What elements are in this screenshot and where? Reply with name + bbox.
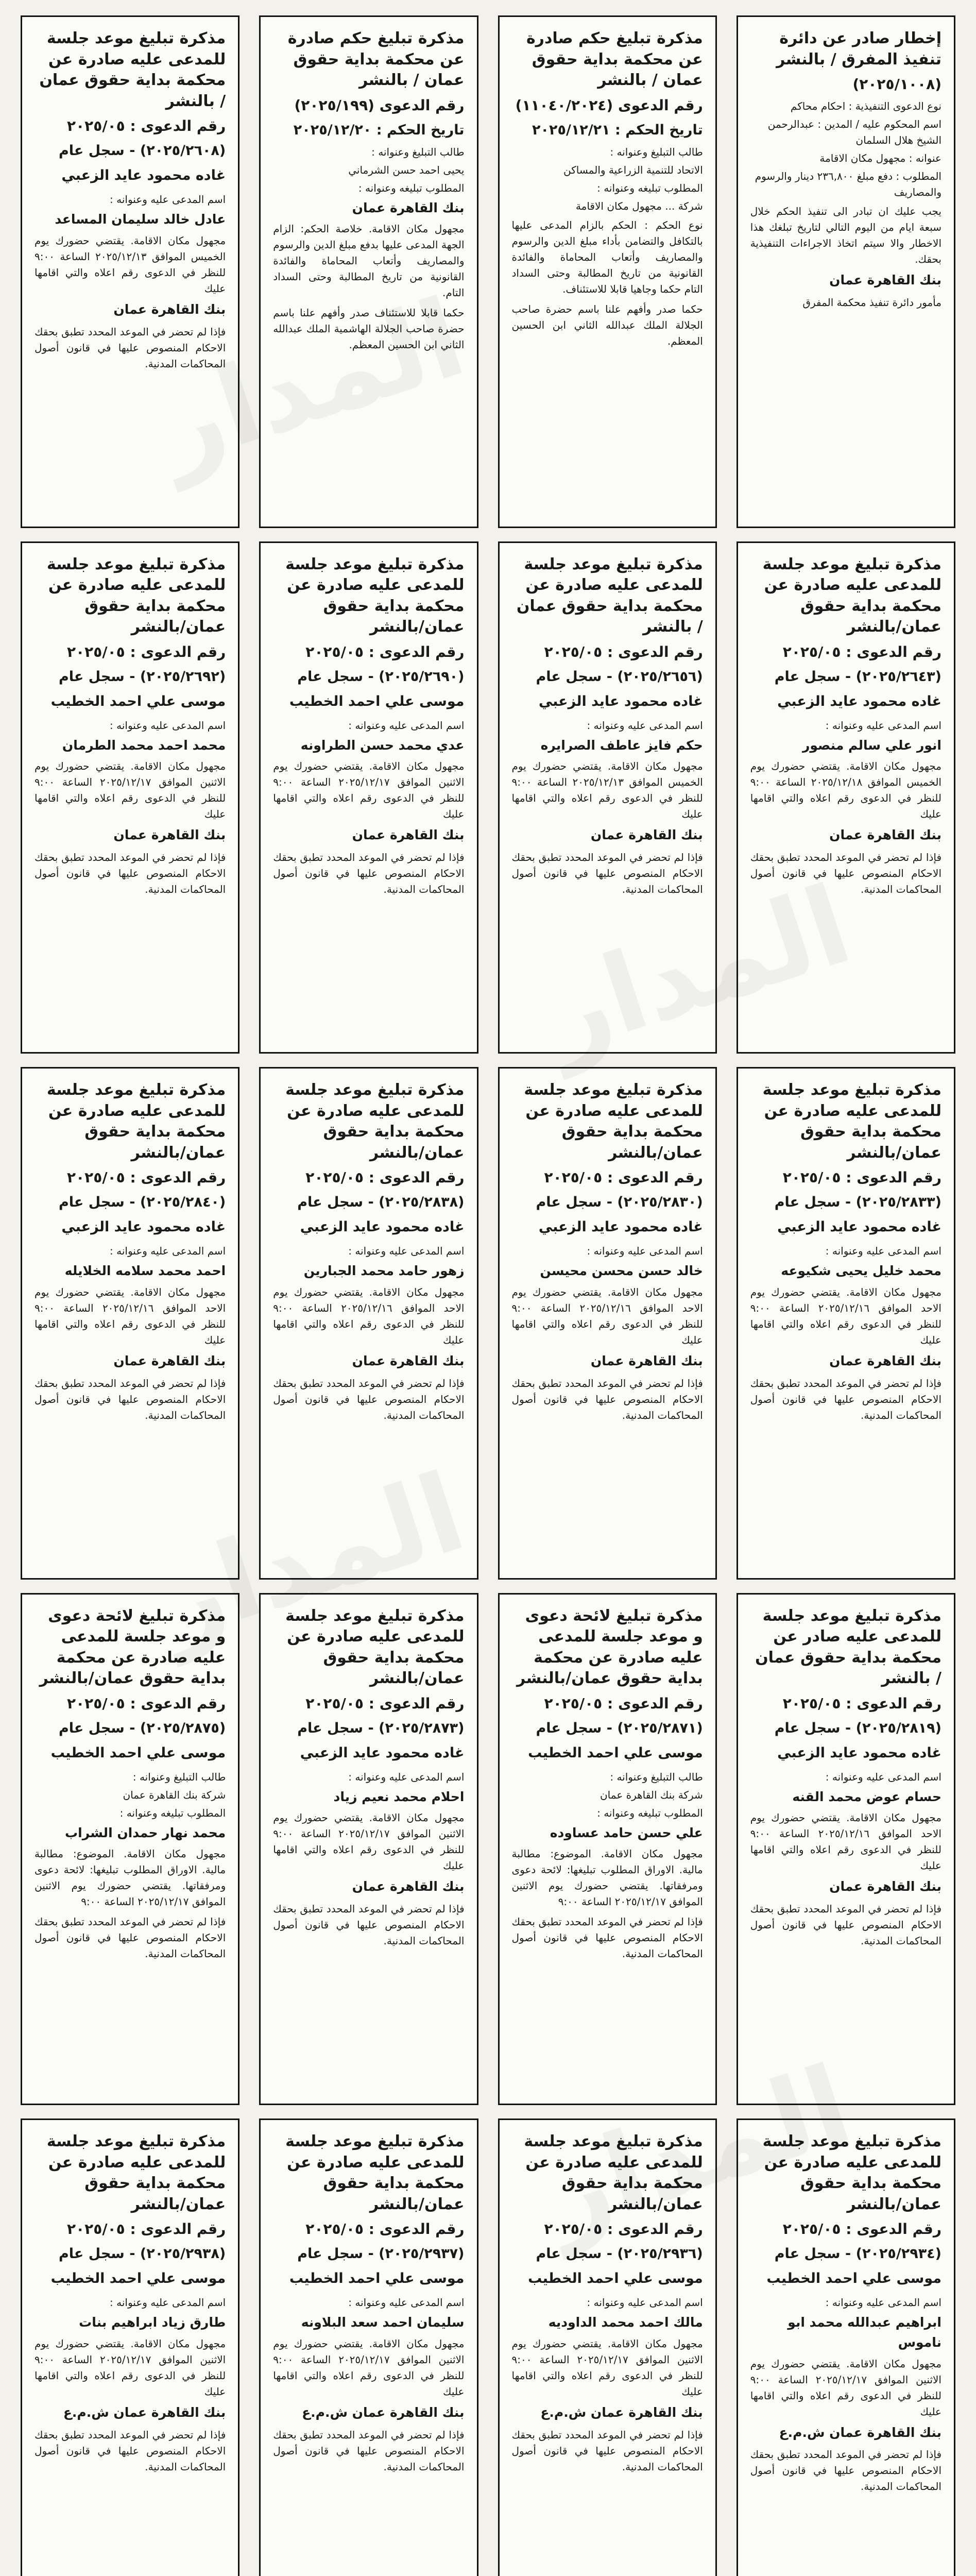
case-number: (٢٠٢٥/١٠٠٨) [852, 76, 941, 93]
notice-title: مذكرة تبليغ موعد جلسة للمدعى عليه صادر عن محكمة بداية حقوق عمان / بالنشر [755, 1606, 941, 1687]
notice-title: مذكرة تبليغ موعد جلسة للمدعى عليه صادرة عن محكمة بداية حقوق عمان/بالنشر [524, 2132, 703, 2213]
notice-line: اسم المدعى عليه وعنوانه : [110, 193, 226, 206]
case-register: (٢٠٢٥/٢٨٧٣) - سجل عام [297, 1720, 465, 1736]
plaintiff-name: بنك القاهرة عمان [352, 1353, 465, 1368]
notice-line: المطلوب : دفع مبلغ ٢٣٦,٨٠٠ دينار والرسوم والمصاريف [755, 170, 941, 199]
case-number: رقم الدعوى (٢٠٢٥/١٩٩) [294, 96, 465, 114]
notice-title: مذكرة تبليغ حكم صادرة عن محكمة بداية حقوق عمان / بالنشر [287, 29, 465, 89]
notice-box [498, 2119, 717, 2576]
notice-box [737, 541, 955, 1054]
notice-footer: فإذا لم تحضر في الموعد المحدد تطبق بحقك الاحكام المنصوص عليها في قانون أصول المحاكمات المدنية. [35, 2428, 226, 2473]
notice-box [259, 1067, 478, 1580]
case-number: رقم الدعوى : ٢٠٢٥/٠٥ [305, 643, 465, 660]
notice-body: نوع الحكم : الحكم بالزام المدعى عليها بالتكافل والتضامن بأداء مبلغ الدين والرسوم والمصاريف وأتعاب المحاماة والفائدة القانونية من تاريخ المطالبة وحتى السداد التام حكما وجاهيا قابلا للاستئناف. [511, 218, 703, 295]
defendant-name: زهور حامد محمد الجبارين [303, 1263, 465, 1279]
notice-footer: فإذا لم تحضر في الموعد المحدد تطبق بحقك الاحكام المنصوص عليها في قانون أصول المحاكمات المدنية. [750, 1903, 941, 1947]
notice-box [498, 1593, 717, 2106]
notice-line: اسم المحكوم عليه / المدين : عبدالرحمن الشيخ هلال السلمان [767, 118, 941, 147]
case-register: (٢٠٢٥/٢٦٩٢) - سجل عام [58, 668, 226, 685]
notice-footer: فإذا لم تحضر في الموعد المحدد تطبق بحقك الاحكام المنصوص عليها في قانون أصول المحاكمات المدنية. [273, 851, 465, 896]
notice-body: مجهول مكان الاقامة. الموضوع: مطالبة مالية. الاوراق المطلوب تبليغها: لائحة دعوى ومرفقاتها. يقتضي حضورك يوم الاثنين الموافق ٢٠٢٥/١٢/١٧ الساعة ٩:٠٠ [511, 1848, 703, 1908]
plaintiff-name: بنك القاهرة عمان [352, 827, 465, 843]
notice-box [259, 541, 478, 1054]
notice-body: مجهول مكان الاقامة. يقتضي حضورك يوم الاثنين الموافق ٢٠٢٥/١٢/١٧ الساعة ٩:٠٠ للنظر في الدعوى رقم اعلاه والتي اقامها عليك [35, 760, 226, 821]
notice-body: مجهول مكان الاقامة. يقتضي حضورك يوم الاثنين الموافق ٢٠٢٥/١٢/١٧ الساعة ٩:٠٠ للنظر في الدعوى رقم اعلاه والتي اقامها عليك [273, 2337, 465, 2398]
notice-line: اسم المدعى عليه وعنوانه : [825, 1770, 941, 1783]
notice-box [498, 541, 717, 1054]
judge-name: موسى علي احمد الخطيب [50, 1744, 226, 1761]
notice-body: مجهول مكان الاقامة. الموضوع: مطالبة مالية. الاوراق المطلوب تبليغها: لائحة دعوى ومرفقاتها. يقتضي حضورك يوم الاثنين الموافق ٢٠٢٥/١٢/١٧ الساعة ٩:٠٠ [35, 1848, 226, 1908]
defendant-name: احلام محمد نعيم زياد [333, 1789, 465, 1804]
judge-name: غاده محمود عايد الزعبي [777, 1219, 941, 1235]
case-register: (٢٠٢٥/٢٨٣٣) - سجل عام [774, 1194, 941, 1211]
plaintiff-name: بنك القاهرة عمان [113, 1353, 226, 1368]
notice-line: المطلوب تبليغه وعنوانه : [358, 181, 465, 194]
case-number: رقم الدعوى : ٢٠٢٥/٠٥ [782, 643, 941, 660]
plaintiff-name: بنك القاهرة عمان [829, 273, 941, 288]
case-register: تاريخ الحكم : ٢٠٢٥/١٢/٢١ [532, 122, 703, 138]
notice-title: مذكرة تبليغ موعد جلسة للمدعى عليه صادرة عن محكمة بداية حقوق عمان/بالنشر [285, 2132, 465, 2213]
case-number: رقم الدعوى : ٢٠٢٥/٠٥ [305, 1169, 465, 1186]
notice-body: مجهول مكان الاقامة. يقتضي حضورك يوم الاحد الموافق ٢٠٢٥/١٢/١٦ الساعة ٩:٠٠ للنظر في الدعوى رقم اعلاه والتي اقامها عليك [35, 1285, 226, 1346]
plaintiff-name: بنك القاهرة عمان [352, 1879, 465, 1894]
notice-title: مذكرة تبليغ موعد جلسة للمدعى عليه صادرة عن محكمة بداية حقوق عمان/بالنشر [285, 1606, 465, 1687]
case-number: رقم الدعوى : ٢٠٢٥/٠٥ [782, 2221, 941, 2238]
case-register: (٢٠٢٥/٢٦٥٦) - سجل عام [536, 668, 703, 685]
notice-footer: فإذا لم تحضر في الموعد المحدد تطبق بحقك الاحكام المنصوص عليها في قانون أصول المحاكمات المدنية. [35, 1377, 226, 1421]
case-register: (٢٠٢٥/٢٦٤٣) - سجل عام [774, 668, 941, 685]
notice-footer: فإذا لم تحضر في الموعد المحدد تطبق بحقك الاحكام المنصوص عليها في قانون أصول المحاكمات المدنية. [750, 1377, 941, 1421]
notice-footer: فإذا لم تحضر في الموعد المحدد تطبق بحقك الاحكام المنصوص عليها في قانون أصول المحاكمات المدنية. [35, 325, 226, 370]
defendant-name: خالد حسن محسن محيسن [540, 1263, 703, 1279]
notice-footer: فإذا لم تحضر في الموعد المحدد تطبق بحقك الاحكام المنصوص عليها في قانون أصول المحاكمات المدنية. [273, 2428, 465, 2473]
notice-line: اسم المدعى عليه وعنوانه : [825, 1245, 941, 1258]
notice-line: طالب التبليغ وعنوانه : [132, 1770, 226, 1783]
judge-name: موسى علي احمد الخطيب [50, 693, 226, 709]
notice-box [21, 2119, 239, 2576]
notice-footer: حكما صدر وأفهم علنا باسم حضرة صاحب الجلالة الملك عبدالله الثاني ابن الحسين المعظم. [511, 302, 703, 347]
notice-footer: فإذا لم تحضر في الموعد المحدد تطبق بحقك الاحكام المنصوص عليها في قانون أصول المحاكمات المدنية. [750, 2448, 941, 2493]
case-number: رقم الدعوى : ٢٠٢٥/٠٥ [782, 1694, 941, 1712]
defendant-name: احمد محمد سلامه الخلايله [64, 1263, 226, 1279]
notice-footer: فإذا لم تحضر في الموعد المحدد تطبق بحقك الاحكام المنصوص عليها في قانون أصول المحاكمات المدنية. [35, 851, 226, 896]
notice-body: مجهول مكان الاقامة. يقتضي حضورك يوم الاحد الموافق ٢٠٢٥/١٢/١٦ الساعة ٩:٠٠ للنظر في الدعوى رقم اعلاه والتي اقامها عليك [750, 1285, 941, 1346]
judge-name: موسى علي احمد الخطيب [289, 2270, 465, 2287]
notice-body: مجهول مكان الاقامة. يقتضي حضورك يوم الخميس الموافق ٢٠٢٥/١٢/١٣ الساعة ٩:٠٠ للنظر في الدعوى رقم اعلاه والتي اقامها عليك [511, 760, 703, 821]
notice-body: مجهول مكان الاقامة. يقتضي حضورك يوم الاحد الموافق ٢٠٢٥/١٢/١٦ الساعة ٩:٠٠ للنظر في الدعوى رقم اعلاه والتي اقامها عليك [511, 1285, 703, 1346]
notice-title: مذكرة تبليغ لائحة دعوى و موعد جلسة للمدعى عليه صادرة عن محكمة بداية حقوق عمان/بالنشر [39, 1606, 226, 1687]
case-number: رقم الدعوى : ٢٠٢٥/٠٥ [305, 1694, 465, 1712]
judge-name: غاده محمود عايد الزعبي [61, 1219, 226, 1235]
notice-body: مجهول مكان الاقامة. يقتضي حضورك يوم الخميس الموافق ٢٠٢٥/١٢/١٨ الساعة ٩:٠٠ للنظر في الدعوى رقم اعلاه والتي اقامها عليك [750, 760, 941, 821]
notice-body: مجهول مكان الاقامة. يقتضي حضورك يوم الاثنين الموافق ٢٠٢٥/١٢/١٧ الساعة ٩:٠٠ للنظر في الدعوى رقم اعلاه والتي اقامها عليك [511, 2337, 703, 2398]
notice-footer: فإذا لم تحضر في الموعد المحدد تطبق بحقك الاحكام المنصوص عليها في قانون أصول المحاكمات المدنية. [273, 1377, 465, 1421]
case-register: (٢٠٢٥/٢٨٧٥) - سجل عام [58, 1720, 226, 1736]
notice-footer: فإذا لم تحضر في الموعد المحدد تطبق بحقك الاحكام المنصوص عليها في قانون أصول المحاكمات المدنية. [511, 1916, 703, 1960]
notice-box [737, 1593, 955, 2106]
notice-line: طالب التبليغ وعنوانه : [610, 145, 703, 158]
notice-line: شركة ... مجهول مكان الاقامة [575, 199, 703, 212]
case-register: (٢٠٢٥/٢٩٣٨) - سجل عام [58, 2246, 226, 2262]
notice-body: مجهول مكان الاقامة. يقتضي حضورك يوم الخميس الموافق ٢٠٢٥/١٢/١٣ الساعة ٩:٠٠ للنظر في الدعوى رقم اعلاه والتي اقامها عليك [35, 234, 226, 295]
defendant-name: حسام عوض محمد القنه [792, 1789, 941, 1804]
defendant-name: محمد خليل يحيى شكيوعه [781, 1263, 941, 1279]
case-register: (٢٠٢٥/٢٨١٩) - سجل عام [774, 1720, 941, 1736]
plaintiff-name: بنك القاهرة عمان ش.م.ع [540, 2404, 703, 2420]
defendant-name: علي حسن حامد عساوده [550, 1825, 703, 1840]
notice-line: اسم المدعى عليه وعنوانه : [348, 719, 465, 732]
notice-line: المطلوب تبليغه وعنوانه : [119, 1806, 226, 1819]
notice-line: شركة بنك القاهرة عمان [600, 1788, 703, 1801]
case-register: (٢٠٢٥/٢٩٣٦) - سجل عام [536, 2246, 703, 2262]
notice-line: طالب التبليغ وعنوانه : [610, 1770, 703, 1783]
case-number: رقم الدعوى : ٢٠٢٥/٠٥ [544, 1169, 703, 1186]
defendant-name: عادل خالد سليمان المساعد [55, 212, 226, 227]
defendant-name: حكم فايز عاطف الصرايره [540, 737, 703, 753]
notice-title: مذكرة تبليغ موعد جلسة للمدعى عليه صادرة عن محكمة بداية حقوق عمان/بالنشر [285, 555, 465, 636]
case-number: رقم الدعوى : ٢٠٢٥/٠٥ [782, 1169, 941, 1186]
notice-line: عنوانه : مجهول مكان الاقامة [819, 152, 941, 165]
notice-footer: حكما قابلا للاستئناف صدر وأفهم علنا باسم حضرة صاحب الجلالة الهاشمية الملك عبدالله الثاني ابن الحسين المعظم. [273, 307, 465, 351]
defendant-name: مالك احمد محمد الداوديه [548, 2315, 703, 2330]
notice-title: مذكرة تبليغ موعد جلسة للمدعى عليه صادرة عن محكمة بداية حقوق عمان/بالنشر [46, 555, 226, 636]
judge-name: موسى علي احمد الخطيب [766, 2270, 941, 2287]
notice-title: إخطار صادر عن دائرة تنفيذ المفرق / بالنشر [776, 29, 941, 69]
notice-title: مذكرة تبليغ موعد جلسة للمدعى عليه صادرة عن محكمة بداية حقوق عمان/بالنشر [285, 1081, 465, 1162]
notice-box [737, 2119, 955, 2576]
notice-body: مجهول مكان الاقامة. يقتضي حضورك يوم الاحد الموافق ٢٠٢٥/١٢/١٦ الساعة ٩:٠٠ للنظر في الدعوى رقم اعلاه والتي اقامها عليك [273, 1285, 465, 1346]
notice-line: الاتحاد للتنمية الزراعية والمساكن [563, 163, 703, 176]
notice-body: مجهول مكان الاقامة. خلاصة الحكم: الزام الجهة المدعى عليها بدفع مبلغ الدين والرسوم والمصاريف وأتعاب المحاماة والفائدة القانونية من تاريخ المطالبة وحتى السداد التام. [273, 223, 465, 299]
plaintiff-name: بنك القاهرة عمان [590, 827, 703, 843]
defendant-name: عدي محمد حسن الطراونه [300, 737, 465, 753]
judge-name: غاده محمود عايد الزعبي [538, 1219, 703, 1235]
notice-body: مجهول مكان الاقامة. يقتضي حضورك يوم الاثنين الموافق ٢٠٢٥/١٢/١٧ الساعة ٩:٠٠ للنظر في الدعوى رقم اعلاه والتي اقامها عليك [750, 2357, 941, 2418]
plaintiff-name: بنك القاهرة عمان [829, 1879, 941, 1894]
case-register: (٢٠٢٥/٢٨٤٠) - سجل عام [58, 1194, 226, 1211]
judge-name: غاده محمود عايد الزعبي [777, 693, 941, 709]
plaintiff-name: بنك القاهرة عمان [829, 1353, 941, 1368]
case-number: رقم الدعوى : ٢٠٢٥/٠٥ [544, 1694, 703, 1712]
notice-title: مذكرة تبليغ موعد جلسة للمدعى عليه صادرة عن محكمة بداية حقوق عمان/بالنشر [46, 1081, 226, 1162]
notice-box [21, 1593, 239, 2106]
case-register: (٢٠٢٥/٢٨٣٨) - سجل عام [297, 1194, 465, 1211]
notice-footer: فإذا لم تحضر في الموعد المحدد تطبق بحقك الاحكام المنصوص عليها في قانون أصول المحاكمات المدنية. [511, 1377, 703, 1421]
notice-line: اسم المدعى عليه وعنوانه : [348, 1245, 465, 1258]
notice-body: مجهول مكان الاقامة. يقتضي حضورك يوم الاثنين الموافق ٢٠٢٥/١٢/١٧ الساعة ٩:٠٠ للنظر في الدعوى رقم اعلاه والتي اقامها عليك [35, 2337, 226, 2398]
notice-title: مذكرة تبليغ موعد جلسة للمدعى عليه صادرة عن محكمة بداية حقوق عمان / بالنشر [39, 29, 226, 110]
notice-box [498, 15, 717, 528]
judge-name: موسى علي احمد الخطيب [528, 1744, 703, 1761]
notice-footer: فإذا لم تحضر في الموعد المحدد تطبق بحقك الاحكام المنصوص عليها في قانون أصول المحاكمات المدنية. [511, 2428, 703, 2473]
notice-line: اسم المدعى عليه وعنوانه : [825, 719, 941, 732]
defendant-name: انور علي سالم منصور [802, 737, 941, 753]
case-register: (٢٠٢٥/٢٩٣٤) - سجل عام [774, 2246, 941, 2262]
notice-line: يحيى احمد حسن الشرماني [348, 163, 465, 176]
notice-box [737, 15, 955, 528]
notice-title: مذكرة تبليغ موعد جلسة للمدعى عليه صادرة عن محكمة بداية حقوق عمان / بالنشر [516, 555, 703, 636]
notice-body: مجهول مكان الاقامة. يقتضي حضورك يوم الاثنين الموافق ٢٠٢٥/١٢/١٧ الساعة ٩:٠٠ للنظر في الدعوى رقم اعلاه والتي اقامها عليك [273, 1811, 465, 1872]
judge-name: غاده محمود عايد الزعبي [61, 167, 226, 184]
notice-title: مذكرة تبليغ حكم صادرة عن محكمة بداية حقوق عمان / بالنشر [526, 29, 703, 89]
case-register: تاريخ الحكم : ٢٠٢٥/١٢/٢٠ [293, 122, 465, 138]
case-number: رقم الدعوى : ٢٠٢٥/٠٥ [544, 2221, 703, 2238]
plaintiff-name: بنك القاهرة عمان ش.م.ع [302, 2404, 465, 2420]
judge-name: غاده محمود عايد الزعبي [300, 1219, 465, 1235]
notice-body: يجب عليك ان تبادر الى تنفيذ الحكم خلال سبعة ايام من اليوم التالي لتاريخ تبلغك هذا الاخطار والا سيتم اتخاذ الاجراءات التنفيذية بحقك. [750, 205, 941, 266]
case-number: رقم الدعوى : ٢٠٢٥/٠٥ [544, 643, 703, 660]
case-number: رقم الدعوى : ٢٠٢٥/٠٥ [67, 2221, 226, 2238]
case-register: (٢٠٢٥/٢٨٣٠) - سجل عام [536, 1194, 703, 1211]
case-register: (٢٠٢٥/٢٦٩٠) - سجل عام [297, 668, 465, 685]
case-number: رقم الدعوى : ٢٠٢٥/٠٥ [67, 643, 226, 660]
case-number: رقم الدعوى : ٢٠٢٥/٠٥ [305, 2221, 465, 2238]
defendant-name: محمد نهار حمدان الشراب [65, 1825, 226, 1840]
notice-line: اسم المدعى عليه وعنوانه : [825, 2296, 941, 2309]
notice-box [498, 1067, 717, 1580]
case-register: (٢٠٢٥/٢٨٧١) - سجل عام [536, 1720, 703, 1736]
case-number: رقم الدعوى : ٢٠٢٥/٠٥ [67, 117, 226, 134]
notice-box [737, 1067, 955, 1580]
notice-title: مذكرة تبليغ موعد جلسة للمدعى عليه صادرة عن محكمة بداية حقوق عمان/بالنشر [762, 2132, 941, 2213]
judge-name: غاده محمود عايد الزعبي [777, 1744, 941, 1761]
notice-title: مذكرة تبليغ لائحة دعوى و موعد جلسة للمدعى عليه صادرة عن محكمة بداية حقوق عمان/بالنشر [517, 1606, 703, 1687]
case-number: رقم الدعوى : ٢٠٢٥/٠٥ [67, 1169, 226, 1186]
defendant-name: محمد احمد محمد الطرمان [62, 737, 226, 753]
plaintiff-name: بنك القاهرة عمان ش.م.ع [779, 2425, 941, 2440]
notice-body: مجهول مكان الاقامة. يقتضي حضورك يوم الاثنين الموافق ٢٠٢٥/١٢/١٧ الساعة ٩:٠٠ للنظر في الدعوى رقم اعلاه والتي اقامها عليك [273, 760, 465, 821]
plaintiff-name: بنك القاهرة عمان [113, 827, 226, 843]
notice-line: اسم المدعى عليه وعنوانه : [587, 1245, 703, 1258]
case-number: رقم الدعوى : ٢٠٢٥/٠٥ [67, 1694, 226, 1712]
notice-footer: فإذا لم تحضر في الموعد المحدد تطبق بحقك الاحكام المنصوص عليها في قانون أصول المحاكمات المدنية. [273, 1903, 465, 1947]
defendant-name: سليمان احمد سعد البلاونه [301, 2315, 465, 2330]
notice-box [259, 15, 478, 528]
plaintiff-name: بنك القاهرة عمان ش.م.ع [63, 2404, 226, 2420]
notice-title: مذكرة تبليغ موعد جلسة للمدعى عليه صادرة عن محكمة بداية حقوق عمان/بالنشر [524, 1081, 703, 1162]
notice-footer: مأمور دائرة تنفيذ محكمة المفرق [802, 296, 941, 309]
notice-title: مذكرة تبليغ موعد جلسة للمدعى عليه صادرة عن محكمة بداية حقوق عمان/بالنشر [762, 555, 941, 636]
defendant-name: بنك القاهرة عمان [352, 200, 465, 215]
notice-line: المطلوب تبليغه وعنوانه : [597, 1806, 703, 1819]
defendant-name: طارق زياد ابراهيم بنات [79, 2315, 226, 2330]
judge-name: موسى علي احمد الخطيب [50, 2270, 226, 2287]
notice-title: مذكرة تبليغ موعد جلسة للمدعى عليه صادرة عن محكمة بداية حقوق عمان/بالنشر [762, 1081, 941, 1162]
notice-box [259, 1593, 478, 2106]
notice-line: اسم المدعى عليه وعنوانه : [348, 2296, 465, 2309]
notice-title: مذكرة تبليغ موعد جلسة للمدعى عليه صادرة عن محكمة بداية حقوق عمان/بالنشر [46, 2132, 226, 2213]
plaintiff-name: بنك القاهرة عمان [590, 1353, 703, 1368]
case-register: (٢٠٢٥/٢٩٣٧) - سجل عام [297, 2246, 465, 2262]
notice-line: اسم المدعى عليه وعنوانه : [110, 2296, 226, 2309]
judge-name: موسى علي احمد الخطيب [528, 2270, 703, 2287]
notice-line: طالب التبليغ وعنوانه : [371, 145, 465, 158]
notices-grid [21, 15, 955, 2576]
notice-line: اسم المدعى عليه وعنوانه : [110, 1245, 226, 1258]
notice-line: نوع الدعوى التنفيذية : احكام محاكم [790, 100, 941, 113]
plaintiff-name: بنك القاهرة عمان [829, 827, 941, 843]
notice-box [21, 15, 239, 528]
judge-name: غاده محمود عايد الزعبي [300, 1744, 465, 1761]
notice-line: المطلوب تبليغه وعنوانه : [597, 181, 703, 194]
plaintiff-name: بنك القاهرة عمان [113, 301, 226, 317]
notice-line: اسم المدعى عليه وعنوانه : [110, 719, 226, 732]
notice-body: مجهول مكان الاقامة. يقتضي حضورك يوم الاحد الموافق ٢٠٢٥/١٢/١٦ الساعة ٩:٠٠ للنظر في الدعوى رقم اعلاه والتي اقامها عليك [750, 1811, 941, 1872]
notice-line: اسم المدعى عليه وعنوانه : [348, 1770, 465, 1783]
defendant-name: ابراهيم عبدالله محمد ابو ناموس [787, 2315, 941, 2350]
case-register: (٢٠٢٥/٢٦٠٨) - سجل عام [58, 143, 226, 159]
notice-box [21, 1067, 239, 1580]
notice-footer: فإذا لم تحضر في الموعد المحدد تطبق بحقك الاحكام المنصوص عليها في قانون أصول المحاكمات المدنية. [750, 851, 941, 896]
notice-box [21, 541, 239, 1054]
case-number: رقم الدعوى (١١٠٤٠/٢٠٢٤) [515, 96, 703, 114]
notice-line: اسم المدعى عليه وعنوانه : [587, 719, 703, 732]
notice-footer: فإذا لم تحضر في الموعد المحدد تطبق بحقك الاحكام المنصوص عليها في قانون أصول المحاكمات المدنية. [511, 851, 703, 896]
judge-name: موسى علي احمد الخطيب [289, 693, 465, 709]
notice-box [259, 2119, 478, 2576]
notice-footer: فإذا لم تحضر في الموعد المحدد تطبق بحقك الاحكام المنصوص عليها في قانون أصول المحاكمات المدنية. [35, 1916, 226, 1960]
notice-line: شركة بنك القاهرة عمان [123, 1788, 226, 1801]
judge-name: غاده محمود عايد الزعبي [538, 693, 703, 709]
notice-line: اسم المدعى عليه وعنوانه : [587, 2296, 703, 2309]
